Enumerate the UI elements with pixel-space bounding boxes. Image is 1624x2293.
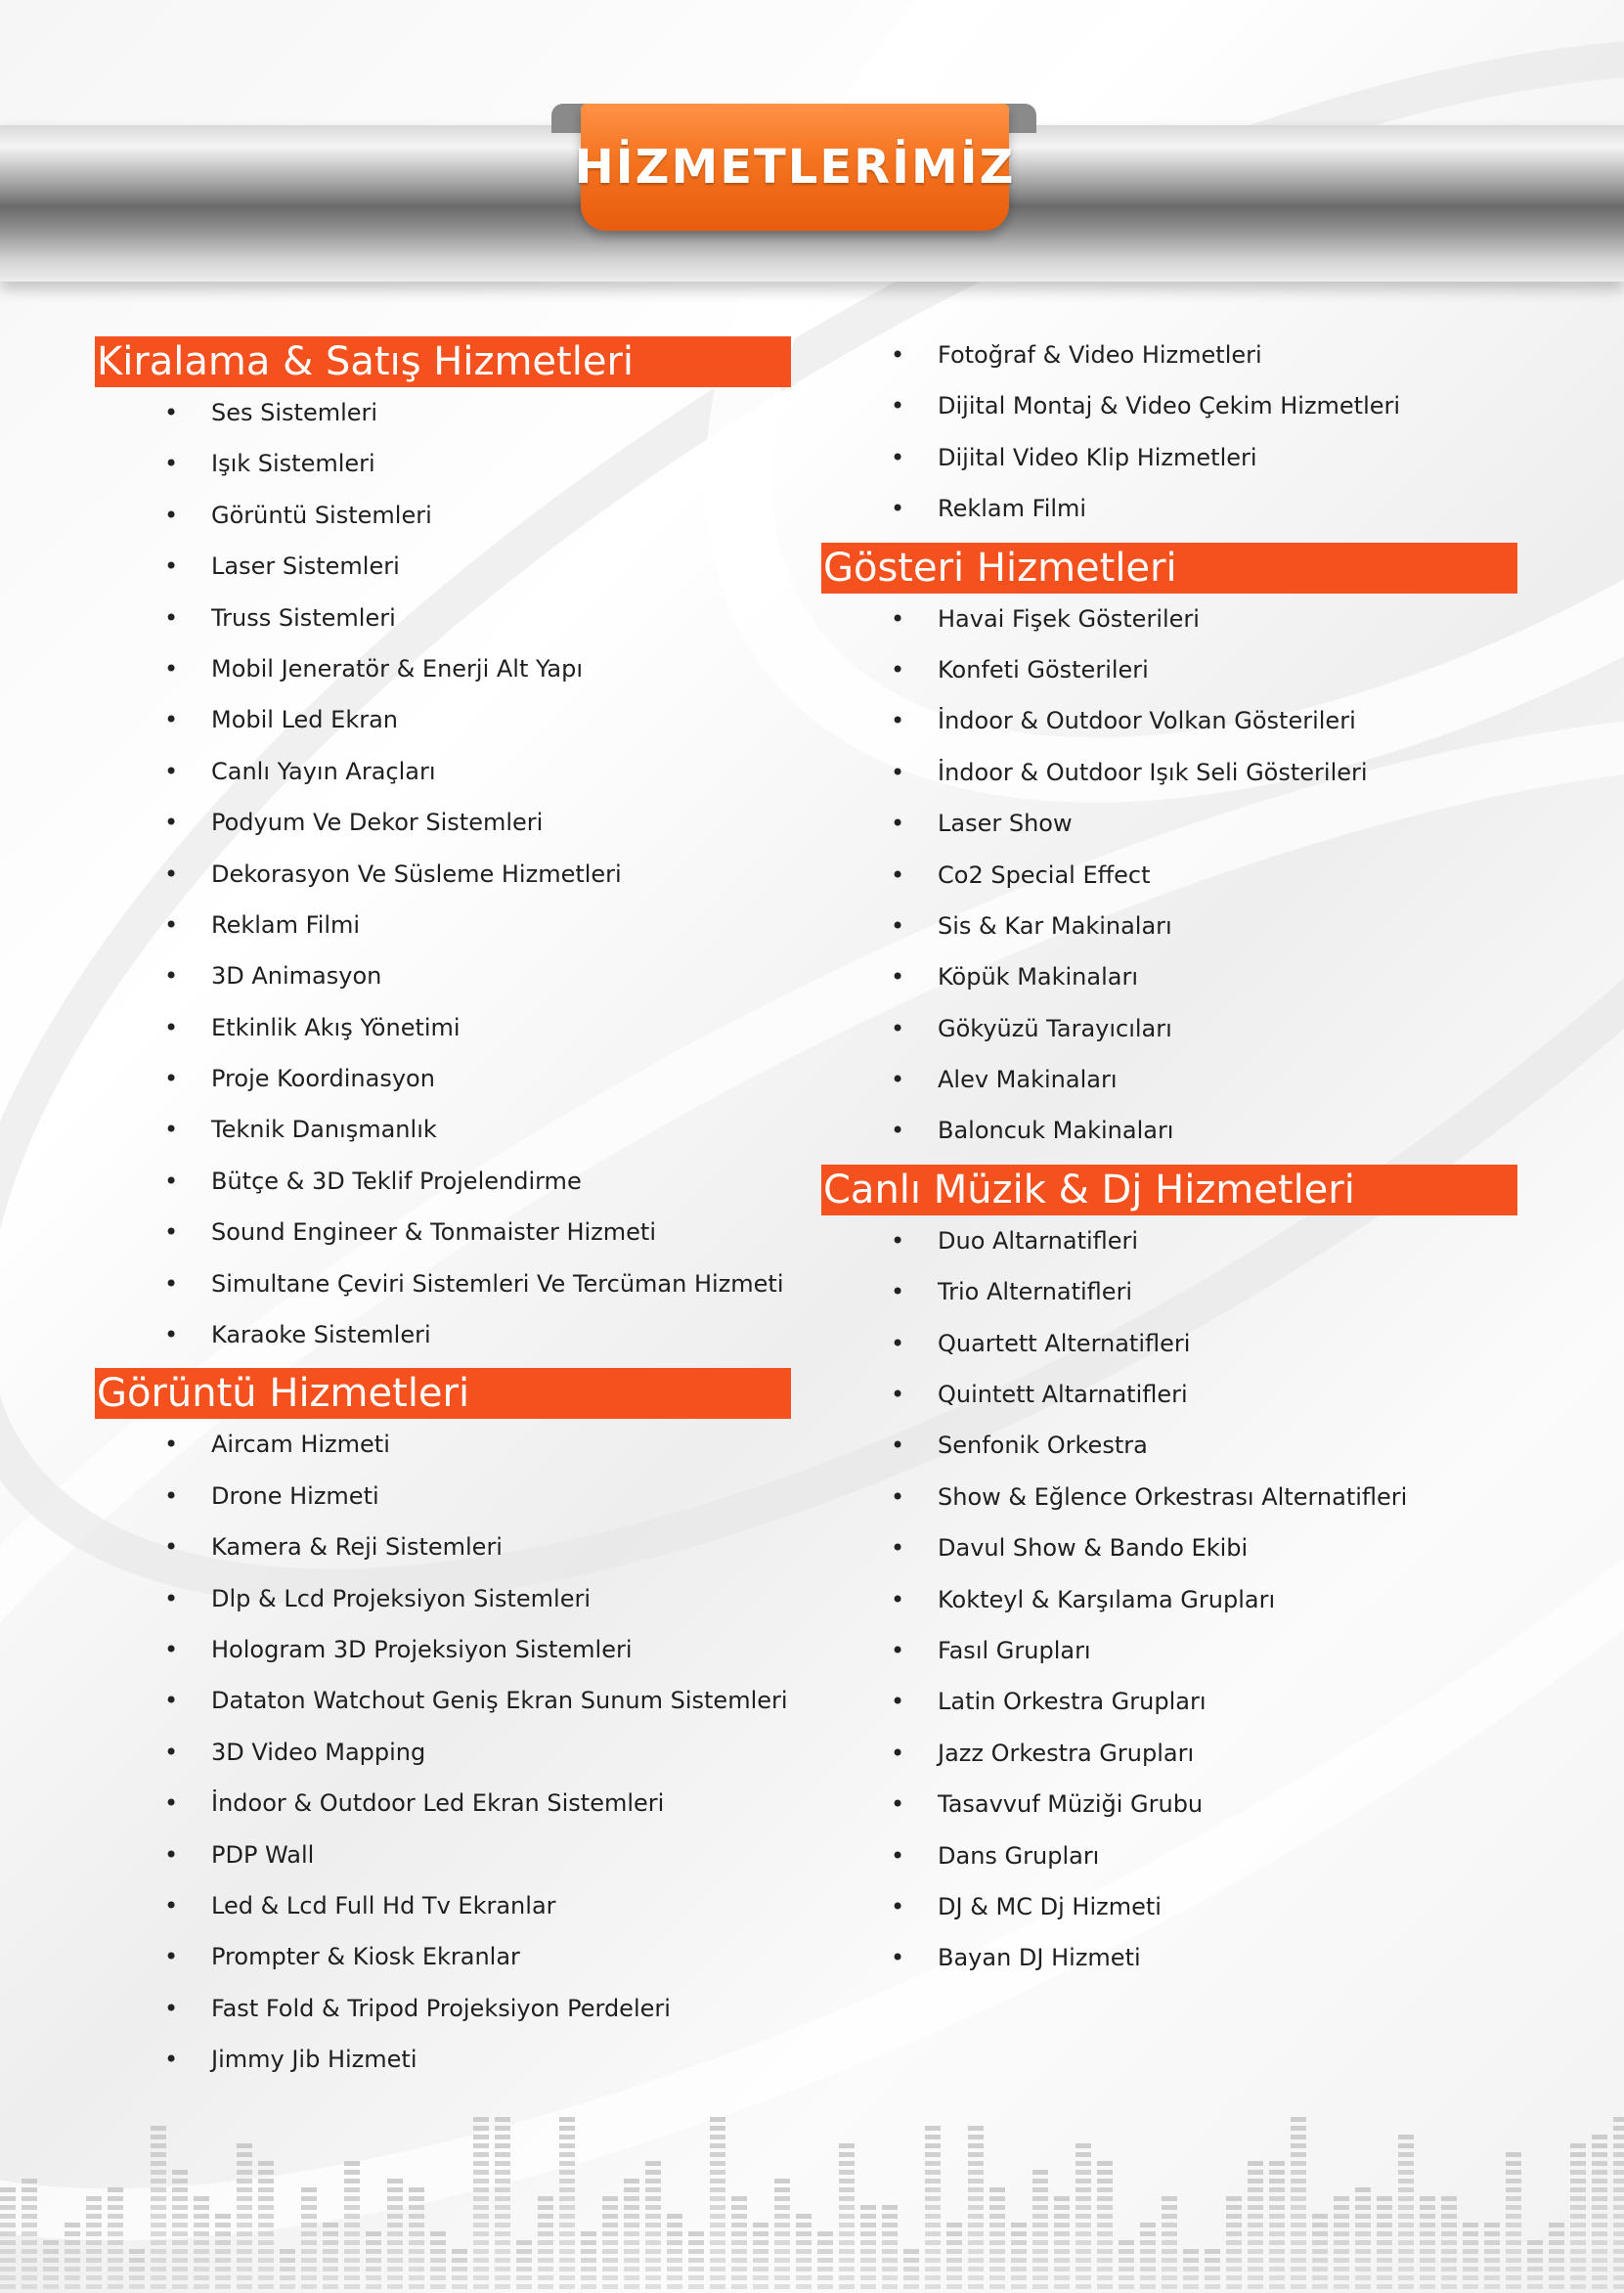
list-item: • Simultane Çeviri Sistemleri Ve Tercüman Hizmeti (95, 1258, 791, 1309)
list-item: • Etkinlik Akış Yönetimi (95, 1002, 791, 1053)
list-item: • Dijital Video Klip Hizmetleri (821, 432, 1517, 483)
list-item: • Teknik Danışmanlık (95, 1104, 791, 1155)
list-item: • Dijital Montaj & Video Çekim Hizmetleri (821, 380, 1517, 431)
list-item: • 3D Animasyon (95, 950, 791, 1001)
list-item: • Mobil Led Ekran (95, 694, 791, 745)
photo-video-services-list (821, 330, 1517, 535)
list-item: • Tasavvuf Müziği Grubu (821, 1779, 1517, 1830)
list-item: • Havai Fişek Gösterileri (821, 594, 1517, 644)
list-item: • Ses Sistemleri (95, 387, 791, 438)
list-item: • Jimmy Jib Hizmeti (95, 2034, 791, 2085)
list-item: • Bayan DJ Hizmeti (821, 1932, 1517, 1983)
list-item: • Reklam Filmi (821, 483, 1517, 534)
header-ribbon (574, 104, 1016, 231)
list-item: • Sound Engineer & Tonmaister Hizmeti (95, 1207, 791, 1257)
equalizer-bars-icon (0, 2097, 1624, 2293)
page-title: HİZMETLERİMİZ (574, 140, 1016, 195)
list-item: • 3D Video Mapping (95, 1727, 791, 1778)
list-item: • Hologram 3D Projeksiyon Sistemleri (95, 1624, 791, 1675)
list-item: • Laser Show (821, 798, 1517, 849)
list-item: • Karaoke Sistemleri (95, 1309, 791, 1360)
list-item: • Sis & Kar Makinaları (821, 901, 1517, 951)
list-item: • Show & Eğlence Orkestrası Alternatifleri (821, 1472, 1517, 1522)
list-item: • Işık Sistemleri (95, 438, 791, 489)
section-heading-visual: Görüntü Hizmetleri (95, 1368, 791, 1419)
list-item: • Jazz Orkestra Grupları (821, 1728, 1517, 1779)
list-item: • Fasıl Grupları (821, 1625, 1517, 1676)
list-item: • Fotoğraf & Video Hizmetleri (821, 330, 1517, 380)
show-services-list (821, 594, 1517, 1157)
list-item: • Gökyüzü Tarayıcıları (821, 1003, 1517, 1054)
list-item: • Baloncuk Makinaları (821, 1105, 1517, 1156)
list-item: • Bütçe & 3D Teklif Projelendirme (95, 1156, 791, 1207)
list-item: • Alev Makinaları (821, 1054, 1517, 1105)
list-item: • Proje Koordinasyon (95, 1053, 791, 1104)
list-item: • Kokteyl & Karşılama Grupları (821, 1574, 1517, 1625)
list-item: • Laser Sistemleri (95, 541, 791, 592)
section-heading-live-music: Canlı Müzik & Dj Hizmetleri (821, 1165, 1517, 1215)
list-item: • Görüntü Sistemleri (95, 490, 791, 541)
section-heading-shows: Gösteri Hizmetleri (821, 543, 1517, 594)
list-item: • Dekorasyon Ve Süsleme Hizmetleri (95, 849, 791, 900)
visual-services-list (95, 1419, 791, 2085)
list-item: • Dans Grupları (821, 1830, 1517, 1881)
list-item: • Dataton Watchout Geniş Ekran Sunum Sistemleri (95, 1675, 791, 1726)
list-item: • DJ & MC Dj Hizmeti (821, 1881, 1517, 1932)
list-item: • Kamera & Reji Sistemleri (95, 1521, 791, 1572)
list-item: • Podyum Ve Dekor Sistemleri (95, 797, 791, 848)
list-item: • Aircam Hizmeti (95, 1419, 791, 1470)
section-heading-rental: Kiralama & Satış Hizmetleri (95, 336, 791, 387)
live-music-services-list (821, 1215, 1517, 1984)
list-item: • Köpük Makinaları (821, 951, 1517, 1002)
left-column (95, 336, 791, 2086)
list-item: • Drone Hizmeti (95, 1471, 791, 1521)
list-item: • Reklam Filmi (95, 900, 791, 950)
list-item: • İndoor & Outdoor Led Ekran Sistemleri (95, 1778, 791, 1829)
list-item: • Quintett Altarnatifleri (821, 1369, 1517, 1420)
rental-services-list (95, 387, 791, 1360)
list-item: • Quartett Alternatifleri (821, 1318, 1517, 1369)
list-item: • Truss Sistemleri (95, 593, 791, 643)
list-item: • Co2 Special Effect (821, 850, 1517, 901)
list-item: • Fast Fold & Tripod Projeksiyon Perdeleri (95, 1983, 791, 2034)
list-item: • Duo Altarnatifleri (821, 1215, 1517, 1266)
list-item: • Led & Lcd Full Hd Tv Ekranlar (95, 1880, 791, 1931)
list-item: • PDP Wall (95, 1830, 791, 1880)
list-item: • Prompter & Kiosk Ekranlar (95, 1931, 791, 1982)
list-item: • Latin Orkestra Grupları (821, 1676, 1517, 1727)
right-column (821, 330, 1517, 1984)
list-item: • Dlp & Lcd Projeksiyon Sistemleri (95, 1573, 791, 1624)
list-item: • Senfonik Orkestra (821, 1420, 1517, 1471)
list-item: • Konfeti Gösterileri (821, 644, 1517, 695)
list-item: • Canlı Yayın Araçları (95, 746, 791, 797)
list-item: • Mobil Jeneratör & Enerji Alt Yapı (95, 643, 791, 694)
list-item: • İndoor & Outdoor Volkan Gösterileri (821, 695, 1517, 746)
list-item: • Davul Show & Bando Ekibi (821, 1522, 1517, 1573)
list-item: • İndoor & Outdoor Işık Seli Gösterileri (821, 747, 1517, 798)
list-item: • Trio Alternatifleri (821, 1266, 1517, 1317)
